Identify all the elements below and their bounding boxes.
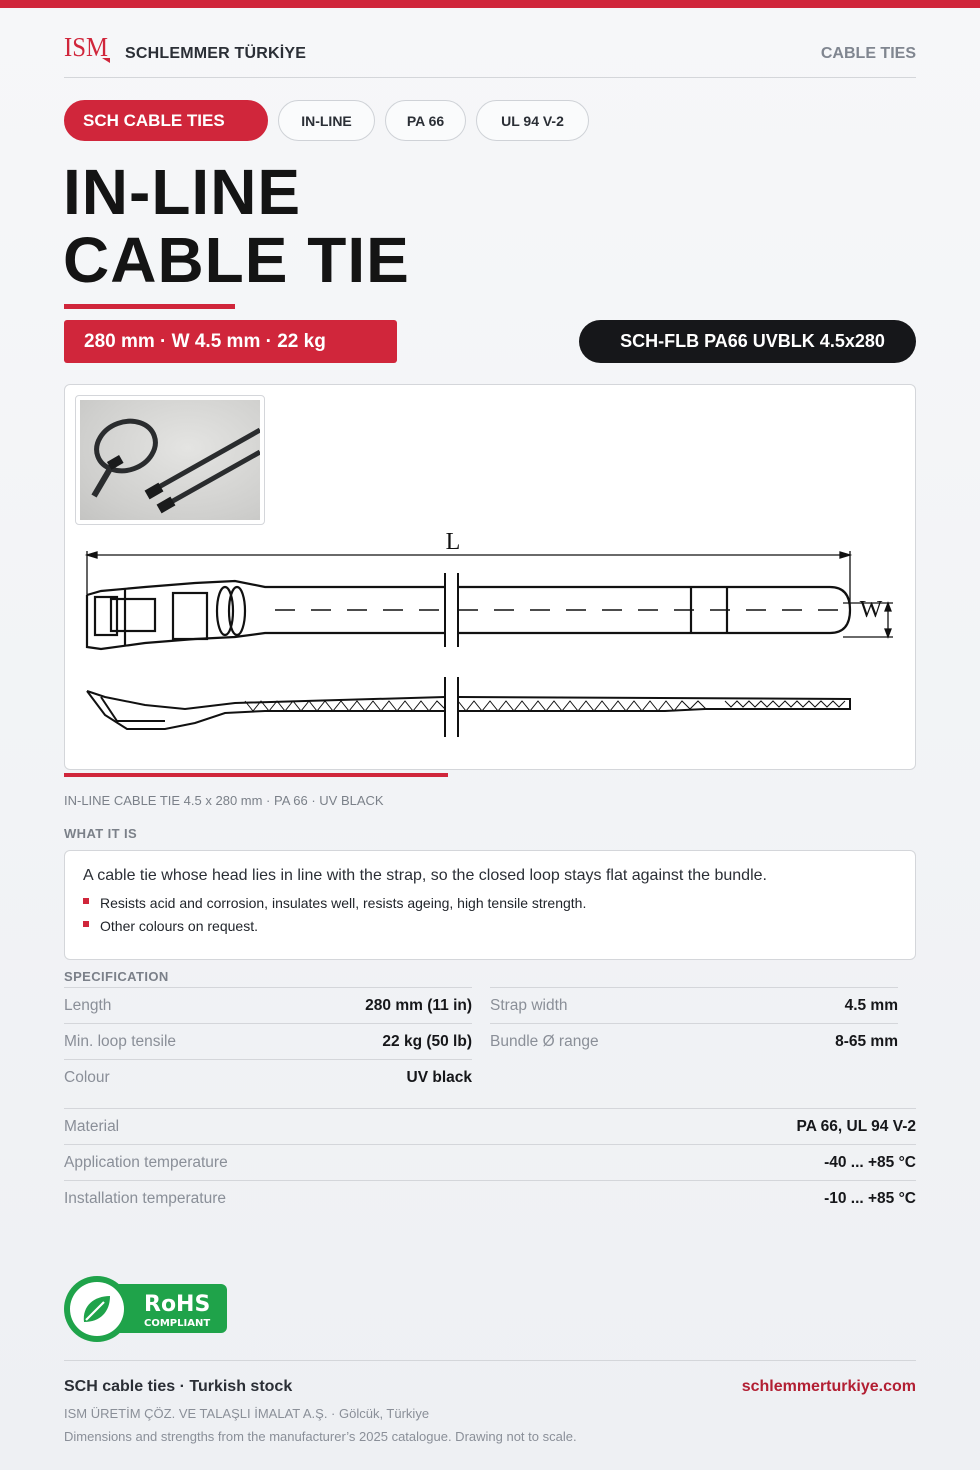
- spec-row-bundle-range: [490, 1023, 898, 1059]
- dimension-drawing: [65, 525, 915, 755]
- specification-heading: SPECIFICATION: [64, 969, 169, 984]
- figure-caption: IN-LINE CABLE TIE 4.5 x 280 mm · PA 66 · UV BLACK: [64, 793, 384, 808]
- rohs-compliant-badge: [64, 1276, 228, 1342]
- spec-key: Installation temperature: [64, 1189, 226, 1207]
- spec-value: 8-65 mm: [835, 1032, 898, 1050]
- svg-text:ISM: ISM: [64, 32, 108, 62]
- chip-ul94[interactable]: UL 94 V-2: [476, 100, 589, 141]
- bullet-text: Resists acid and corrosion, insulates well, resists ageing, high tensile strength.: [100, 895, 587, 911]
- spec-key: Min. loop tensile: [64, 1032, 177, 1050]
- footer-tagline: SCH cable ties · Turkish stock: [64, 1378, 293, 1395]
- spec-row-colour: [64, 1059, 472, 1095]
- key-spec-pill: 280 mm · W 4.5 mm · 22 kg: [64, 320, 397, 363]
- spec-row-material: [64, 1108, 916, 1144]
- spec-value: 4.5 mm: [844, 996, 898, 1014]
- section-label: CABLE TIES: [820, 45, 916, 62]
- spec-row-strap-width: [490, 987, 898, 1023]
- title-line-2: CABLE TIE: [63, 224, 410, 296]
- width-dimension-label: W: [859, 597, 883, 623]
- list-item: [83, 918, 897, 934]
- spec-row-length: [64, 987, 472, 1023]
- what-it-is-heading: WHAT IT IS: [64, 826, 138, 841]
- chip-in-line[interactable]: IN-LINE: [278, 100, 375, 141]
- ism-logo: [64, 30, 112, 64]
- spec-value: UV black: [406, 1068, 472, 1086]
- page-header: [64, 28, 916, 78]
- length-dimension-label: L: [445, 529, 461, 555]
- chip-pa66[interactable]: PA 66: [385, 100, 466, 141]
- bullet-marker: [83, 921, 89, 927]
- spec-value: 22 kg (50 lb): [382, 1032, 472, 1050]
- spec-key: Bundle Ø range: [490, 1032, 599, 1050]
- title-line-1: IN-LINE: [63, 156, 302, 228]
- product-photo: [75, 395, 265, 525]
- list-item: [83, 895, 897, 911]
- top-accent-bar: [0, 0, 980, 8]
- spec-row-loop-tensile: [64, 1023, 472, 1059]
- bullet-marker: [83, 898, 89, 904]
- disclaimer-note: Dimensions and strengths from the manufacturer’s 2025 catalogue. Drawing not to scale.: [64, 1429, 577, 1444]
- spec-value: -10 ... +85 °C: [824, 1189, 916, 1207]
- rohs-text: RoHS: [144, 1292, 211, 1317]
- brand-name: SCHLEMMER TÜRKİYE: [125, 45, 307, 62]
- spec-key: Length: [64, 996, 112, 1014]
- product-code-pill: SCH-FLB PA66 UVBLK 4.5x280: [579, 320, 916, 363]
- spec-key: Application temperature: [64, 1153, 228, 1171]
- spec-row-installation-temperature: [64, 1180, 916, 1216]
- spec-key: Colour: [64, 1068, 110, 1086]
- rohs-subtext: COMPLIANT: [144, 1318, 211, 1329]
- spec-value: 280 mm (11 in): [365, 996, 472, 1014]
- description-text: A cable tie whose head lies in line with the strap, so the closed loop stays flat against the bundle.: [83, 867, 767, 884]
- description-card: [64, 850, 916, 960]
- technical-figure-card: [64, 384, 916, 770]
- spec-value: -40 ... +85 °C: [824, 1153, 916, 1171]
- chip-sch-cable-ties[interactable]: SCH CABLE TIES: [64, 100, 268, 141]
- figure-underline: [64, 773, 448, 777]
- spec-row-application-temperature: [64, 1144, 916, 1180]
- title-underline: [64, 304, 235, 309]
- footer-divider: [64, 1360, 916, 1361]
- bullet-text: Other colours on request.: [100, 918, 258, 934]
- spec-key: Material: [64, 1117, 120, 1135]
- company-info: ISM ÜRETİM ÇÖZ. VE TALAŞLI İMALAT A.Ş. · Gölcük, Türkiye: [64, 1406, 430, 1421]
- product-title: [63, 158, 410, 294]
- website-link[interactable]: schlemmerturkiye.com: [741, 1378, 916, 1395]
- spec-key: Strap width: [490, 996, 568, 1014]
- cable-tie-photo-illustration: [80, 400, 260, 520]
- spec-value: PA 66, UL 94 V-2: [796, 1117, 916, 1135]
- category-chips: [64, 100, 589, 141]
